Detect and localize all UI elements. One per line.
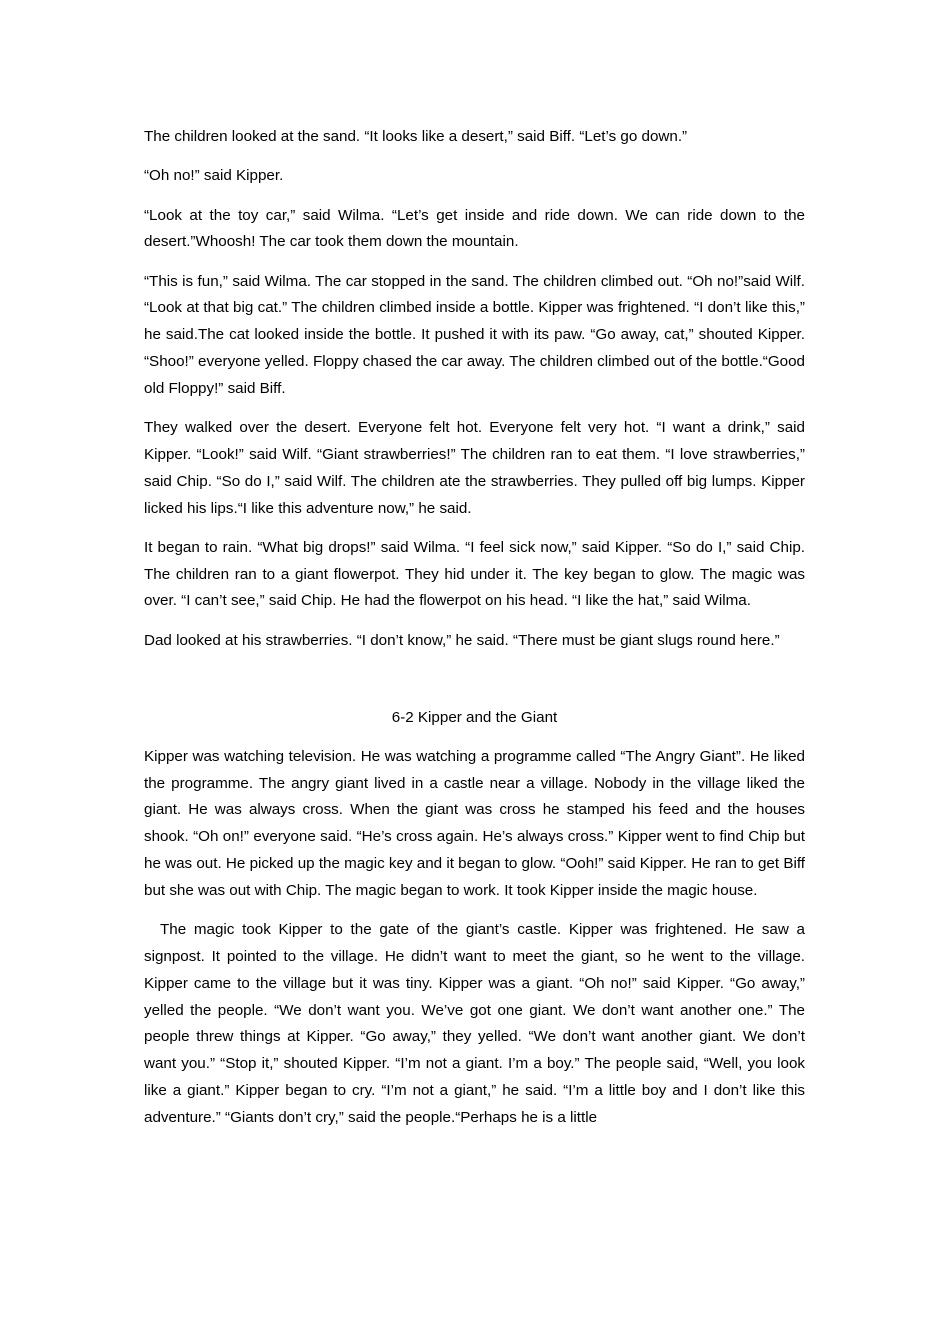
story1-paragraph-2: “Oh no!” said Kipper. xyxy=(144,167,284,185)
story1-paragraph-5: They walked over the desert. Everyone felt hot. Everyone felt very hot. “I want a drink,” said Kipper. “Look!” said Wilf. “Giant strawberries!” The children ran to eat them. “I love strawberries,” said Chip. “So do I,” said Wilf. The children ate the strawberries. They pulled off big lumps. Kipper licked his lips.“I like this adventure now,” he said. xyxy=(144,419,805,517)
story1-paragraph-3: “Look at the toy car,” said Wilma. “Let’s get inside and ride down. We can ride down to the desert.”Whoosh! The car took them down the mountain. xyxy=(144,206,805,251)
story2-paragraph-1: Kipper was watching television. He was watching a programme called “The Angry Giant”. He liked the programme. The angry giant lived in a castle near a village. Nobody in the village liked the giant. He was always cross. When the giant was cross he stamped his feed and the houses shook. “Oh on!” everyone said. “He’s cross again. He’s always cross.” Kipper went to find Chip but he was out. He picked up the magic key and it began to glow. “Ooh!” said Kipper. He ran to get Biff but she was out with Chip. The magic began to work. It took Kipper inside the magic house. xyxy=(144,747,805,899)
document-page xyxy=(144,124,805,1144)
story2-paragraph-2: The magic took Kipper to the gate of the giant’s castle. Kipper was frightened. He saw a signpost. It pointed to the village. He didn’t want to meet the giant, so he went to the village. Kipper came to the village but it was tiny. Kipper was a giant. “Oh no!” said Kipper. “Go away,” yelled the people. “We don’t want you. We’ve got one giant. We don’t want another one.” The people threw things at Kipper. “Go away,” they yelled. “We don’t want another giant. We don’t want you.” “Stop it,” shouted Kipper. “I’m not a giant. I’m a boy.” The people said, “Well, you look like a giant.” Kipper began to cry. “I’m not a giant,” he said. “I’m a little boy and I don’t like this adventure.” “Giants don’t cry,” said the people.“Perhaps he is a little xyxy=(144,921,805,1126)
story1-paragraph-6: It began to rain. “What big drops!” said Wilma. “I feel sick now,” said Kipper. “So do I,” said Chip. The children ran to a giant flowerpot. They hid under it. The key began to glow. The magic was over. “I can’t see,” said Chip. He had the flowerpot on his head. “I like the hat,” said Wilma. xyxy=(144,538,805,610)
story1-paragraph-4: “This is fun,” said Wilma. The car stopped in the sand. The children climbed out. “Oh no!”said Wilf. “Look at that big cat.” The children climbed inside a bottle. Kipper was frightened. “I don’t like this,” he said.The cat looked inside the bottle. It pushed it with its paw. “Go away, cat,” shouted Kipper. “Shoo!” everyone yelled. Floppy chased the car away. The children climbed out of the bottle.“Good old Floppy!” said Biff. xyxy=(144,272,805,397)
story1-paragraph-7: Dad looked at his strawberries. “I don’t know,” he said. “There must be giant slugs round here.” xyxy=(144,631,780,649)
story1-paragraph-1: The children looked at the sand. “It looks like a desert,” said Biff. “Let’s go down.” xyxy=(144,128,688,145)
section-title: 6-2 Kipper and the Giant xyxy=(391,708,558,726)
